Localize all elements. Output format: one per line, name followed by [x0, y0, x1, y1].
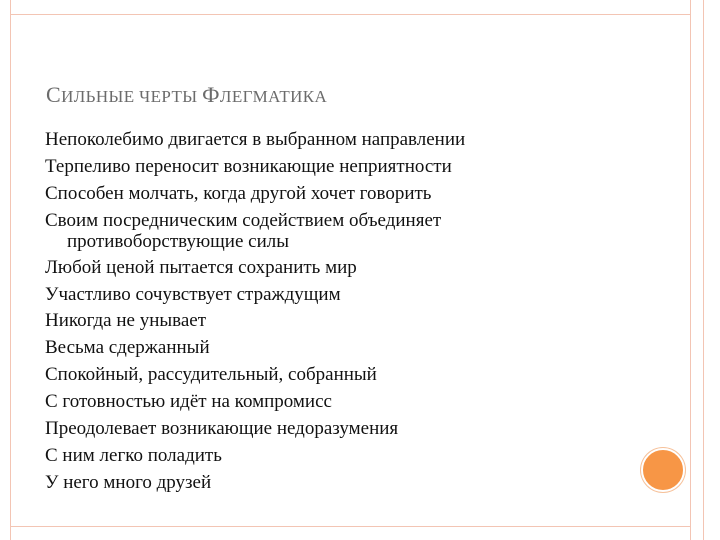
frame-line-right-inner [703, 0, 704, 540]
list-item-text: Участливо сочувствует страждущим [45, 283, 341, 305]
list-item-text: Спокойный, рассудительный, собранный [45, 364, 377, 386]
list-item [45, 308, 665, 335]
decorative-circle [641, 448, 685, 492]
list-item [45, 127, 665, 154]
frame-line-left [10, 0, 11, 540]
trait-list [45, 127, 665, 497]
title-part: ЛЕГМАТИКА [219, 87, 328, 106]
list-item-text: С ним легко поладить [45, 444, 222, 466]
list-item [45, 443, 665, 470]
title-part: С [46, 82, 62, 107]
list-item-text: Преодолевает возникающие недоразумения [45, 418, 399, 440]
frame-line-top [10, 14, 690, 15]
list-item-text: Способен молчать, когда другой хочет говорить [45, 182, 432, 204]
list-item-text: С готовностью идёт на компромисс [45, 391, 332, 413]
list-item-text: Весьма сдержанный [45, 337, 210, 359]
list-item-text: Своим посредническим содействием объединяет [45, 209, 442, 231]
frame-line-right-outer [690, 0, 691, 540]
list-item [45, 470, 665, 497]
list-item-text: Терпеливо переносит возникающие неприятности [45, 155, 452, 177]
title-part: ИЛЬНЫЕ ЧЕРТЫ [61, 87, 203, 106]
list-item [45, 389, 665, 416]
frame-line-bottom [10, 526, 690, 527]
list-item [45, 282, 665, 309]
list-item [45, 335, 665, 362]
list-item [45, 154, 665, 181]
list-item-text: Непоколебимо двигается в выбранном направлении [45, 129, 466, 150]
list-item-text: У него много друзей [45, 471, 212, 493]
list-item-continuation: противоборствующие силы [67, 230, 289, 252]
list-item [45, 416, 665, 443]
title-part: Ф [202, 82, 220, 107]
list-item [45, 362, 665, 389]
list-item-text: Никогда не унывает [45, 310, 207, 332]
list-item [45, 255, 665, 282]
list-item-text: Любой ценой пытается сохранить мир [45, 256, 357, 278]
slide-title [46, 82, 666, 108]
list-item [45, 181, 665, 208]
list-item [45, 208, 665, 252]
